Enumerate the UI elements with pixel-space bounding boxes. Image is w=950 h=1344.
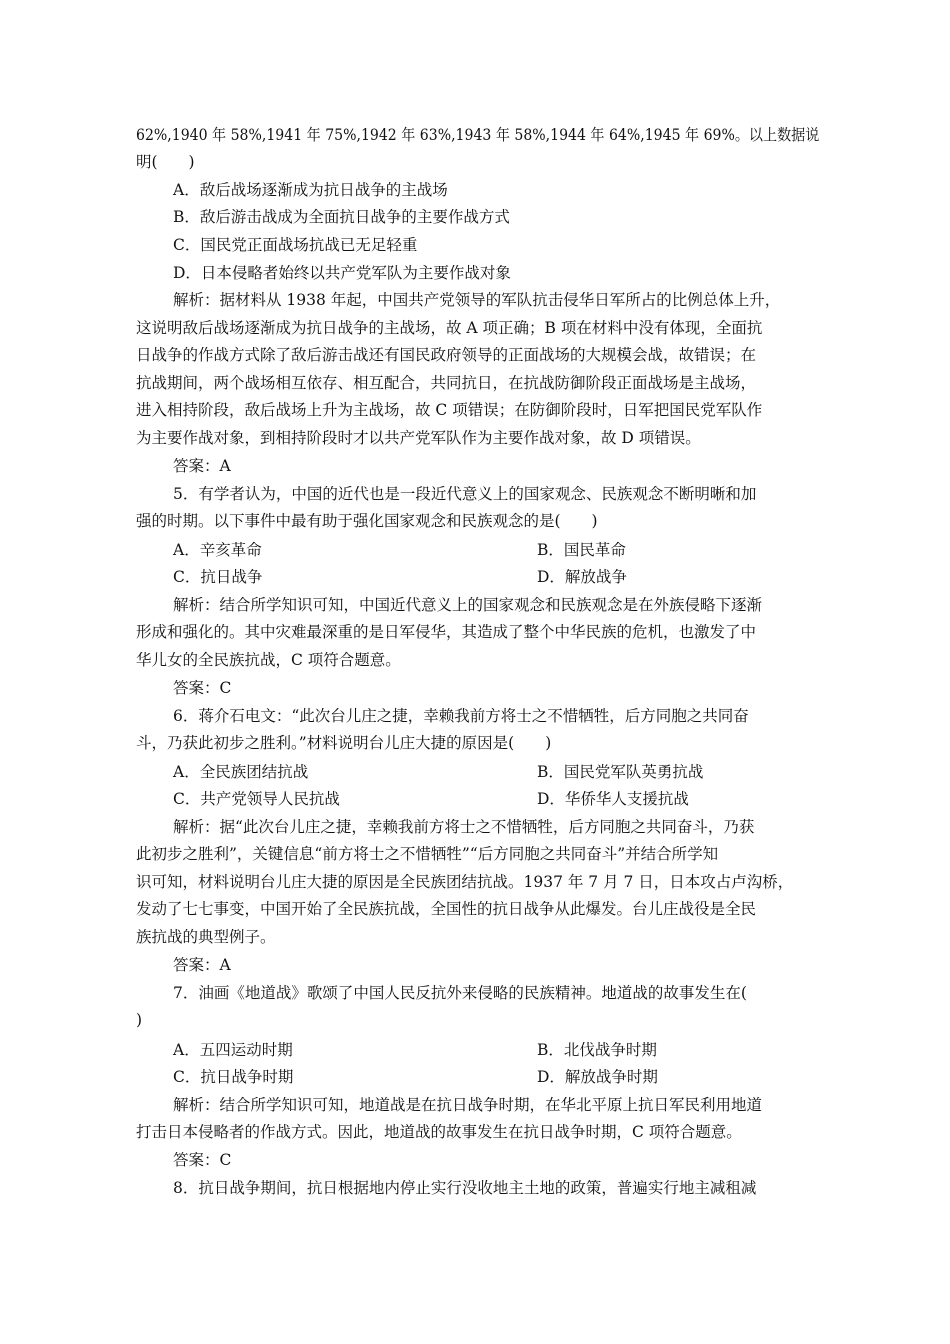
q4-analysis-line-5: 进入相持阶段，敌后战场上升为主战场，故 C 项错误；在防御阶段时，日军把国民党军队作 (136, 401, 763, 419)
q5-option-b: B．国民革命 (537, 541, 626, 559)
q5-option-a: A．辛亥革命 (173, 541, 262, 559)
q6-option-c: C．共产党领导人民抗战 (173, 790, 340, 808)
q7-option-c: C．抗日战争时期 (173, 1068, 294, 1086)
q7-analysis-line-2: 打击日本侵略者的作战方式。因此，地道战的故事发生在抗日战争时期，C 项符合题意。 (136, 1123, 742, 1141)
q7-option-b: B．北伐战争时期 (537, 1041, 657, 1059)
q5-analysis-line-2: 形成和强化的。其中灾难最深重的是日军侵华，其造成了整个中华民族的危机，也激发了中 (136, 623, 757, 641)
q7-analysis-line-1: 解析：结合所学知识可知，地道战是在抗日战争时期，在华北平原上抗日军民利用地道 (173, 1096, 763, 1114)
q7-option-d: D．解放战争时期 (537, 1068, 658, 1086)
q7-answer: 答案：C (173, 1151, 232, 1169)
q5-stem-line-1: 5．有学者认为，中国的近代也是一段近代意义上的国家观念、民族观念不断明晰和加 (173, 485, 757, 503)
q6-analysis-line-5: 族抗战的典型例子。 (136, 928, 276, 946)
q6-option-b: B．国民党军队英勇抗战 (537, 763, 704, 781)
q6-answer: 答案：A (173, 956, 231, 974)
q4-analysis-line-4: 抗战期间，两个战场相互依存、相互配合，共同抗日，在抗战防御阶段正面战场是主战场， (136, 374, 757, 392)
q5-answer: 答案：C (173, 679, 232, 697)
q7-stem-line-2: ) (136, 1011, 143, 1029)
q4-analysis-line-1: 解析：据材料从 1938 年起，中国共产党领导的军队抗击侵华日军所占的比例总体上升， (173, 291, 781, 309)
q4-option-a: A．敌后战场逐渐成为抗日战争的主战场 (173, 181, 448, 199)
q7-stem-line-1: 7．油画《地道战》歌颂了中国人民反抗外来侵略的民族精神。地道战的故事发生在( (173, 984, 747, 1002)
q6-analysis-line-4: 发动了七七事变，中国开始了全民族抗战，全国性的抗日战争从此爆发。台儿庄战役是全民 (136, 900, 757, 918)
q4-option-b: B．敌后游击战成为全面抗日战争的主要作战方式 (173, 208, 510, 226)
q4-option-d: D．日本侵略者始终以共产党军队为主要作战对象 (173, 264, 511, 282)
q6-analysis-line-3: 识可知，材料说明台儿庄大捷的原因是全民族团结抗战。1937 年 7 月 7 日，日本攻占卢沟桥， (136, 873, 794, 891)
q8-stem-line-1: 8．抗日战争期间，抗日根据地内停止实行没收地主土地的政策，普遍实行地主减租减 (173, 1179, 757, 1197)
q7-option-a: A．五四运动时期 (173, 1041, 293, 1059)
q6-analysis-line-2: 此初步之胜利”，关键信息“前方将士之不惜牺牲”“后方同胞之共同奋斗”并结合所学知 (136, 845, 719, 863)
q5-stem-line-2: 强的时期。以下事件中最有助于强化国家观念和民族观念的是( ) (136, 512, 598, 530)
q5-analysis-line-3: 华儿女的全民族抗战，C 项符合题意。 (136, 651, 401, 669)
q6-stem-line-1: 6．蒋介石电文：“此次台儿庄之捷，幸赖我前方将士之不惜牺牲，后方同胞之共同奋 (173, 707, 749, 725)
q4-analysis-line-2: 这说明敌后战场逐渐成为抗日战争的主战场，故 A 项正确；B 项在材料中没有体现，全面抗 (136, 319, 763, 337)
q4-stem-line-2: 明( ) (136, 153, 195, 171)
q6-option-a: A．全民族团结抗战 (173, 763, 309, 781)
q6-analysis-line-1: 解析：据“此次台儿庄之捷，幸赖我前方将士之不惜牺牲，后方同胞之共同奋斗，乃获 (173, 818, 755, 836)
q4-option-c: C．国民党正面战场抗战已无足轻重 (173, 236, 418, 254)
q6-option-d: D．华侨华人支援抗战 (537, 790, 689, 808)
q4-analysis-line-6: 为主要作战对象，到相持阶段时才以共产党军队作为主要作战对象，故 D 项错误。 (136, 429, 701, 447)
q5-analysis-line-1: 解析：结合所学知识可知，中国近代意义上的国家观念和民族观念是在外族侵略下逐渐 (173, 596, 763, 614)
q4-stem-line-1: 62%,1940 年 58%,1941 年 75%,1942 年 63%,1943 年 58%,1944 年 64%,1945 年 69%。以上数据说 (136, 126, 820, 144)
q6-stem-line-2: 斗，乃获此初步之胜利。”材料说明台儿庄大捷的原因是( ) (136, 734, 552, 752)
q5-option-d: D．解放战争 (537, 568, 627, 586)
q4-answer: 答案：A (173, 457, 231, 475)
q4-analysis-line-3: 日战争的作战方式除了敌后游击战还有国民政府领导的正面战场的大规模会战，故错误；在 (136, 346, 757, 364)
q5-option-c: C．抗日战争 (173, 568, 263, 586)
